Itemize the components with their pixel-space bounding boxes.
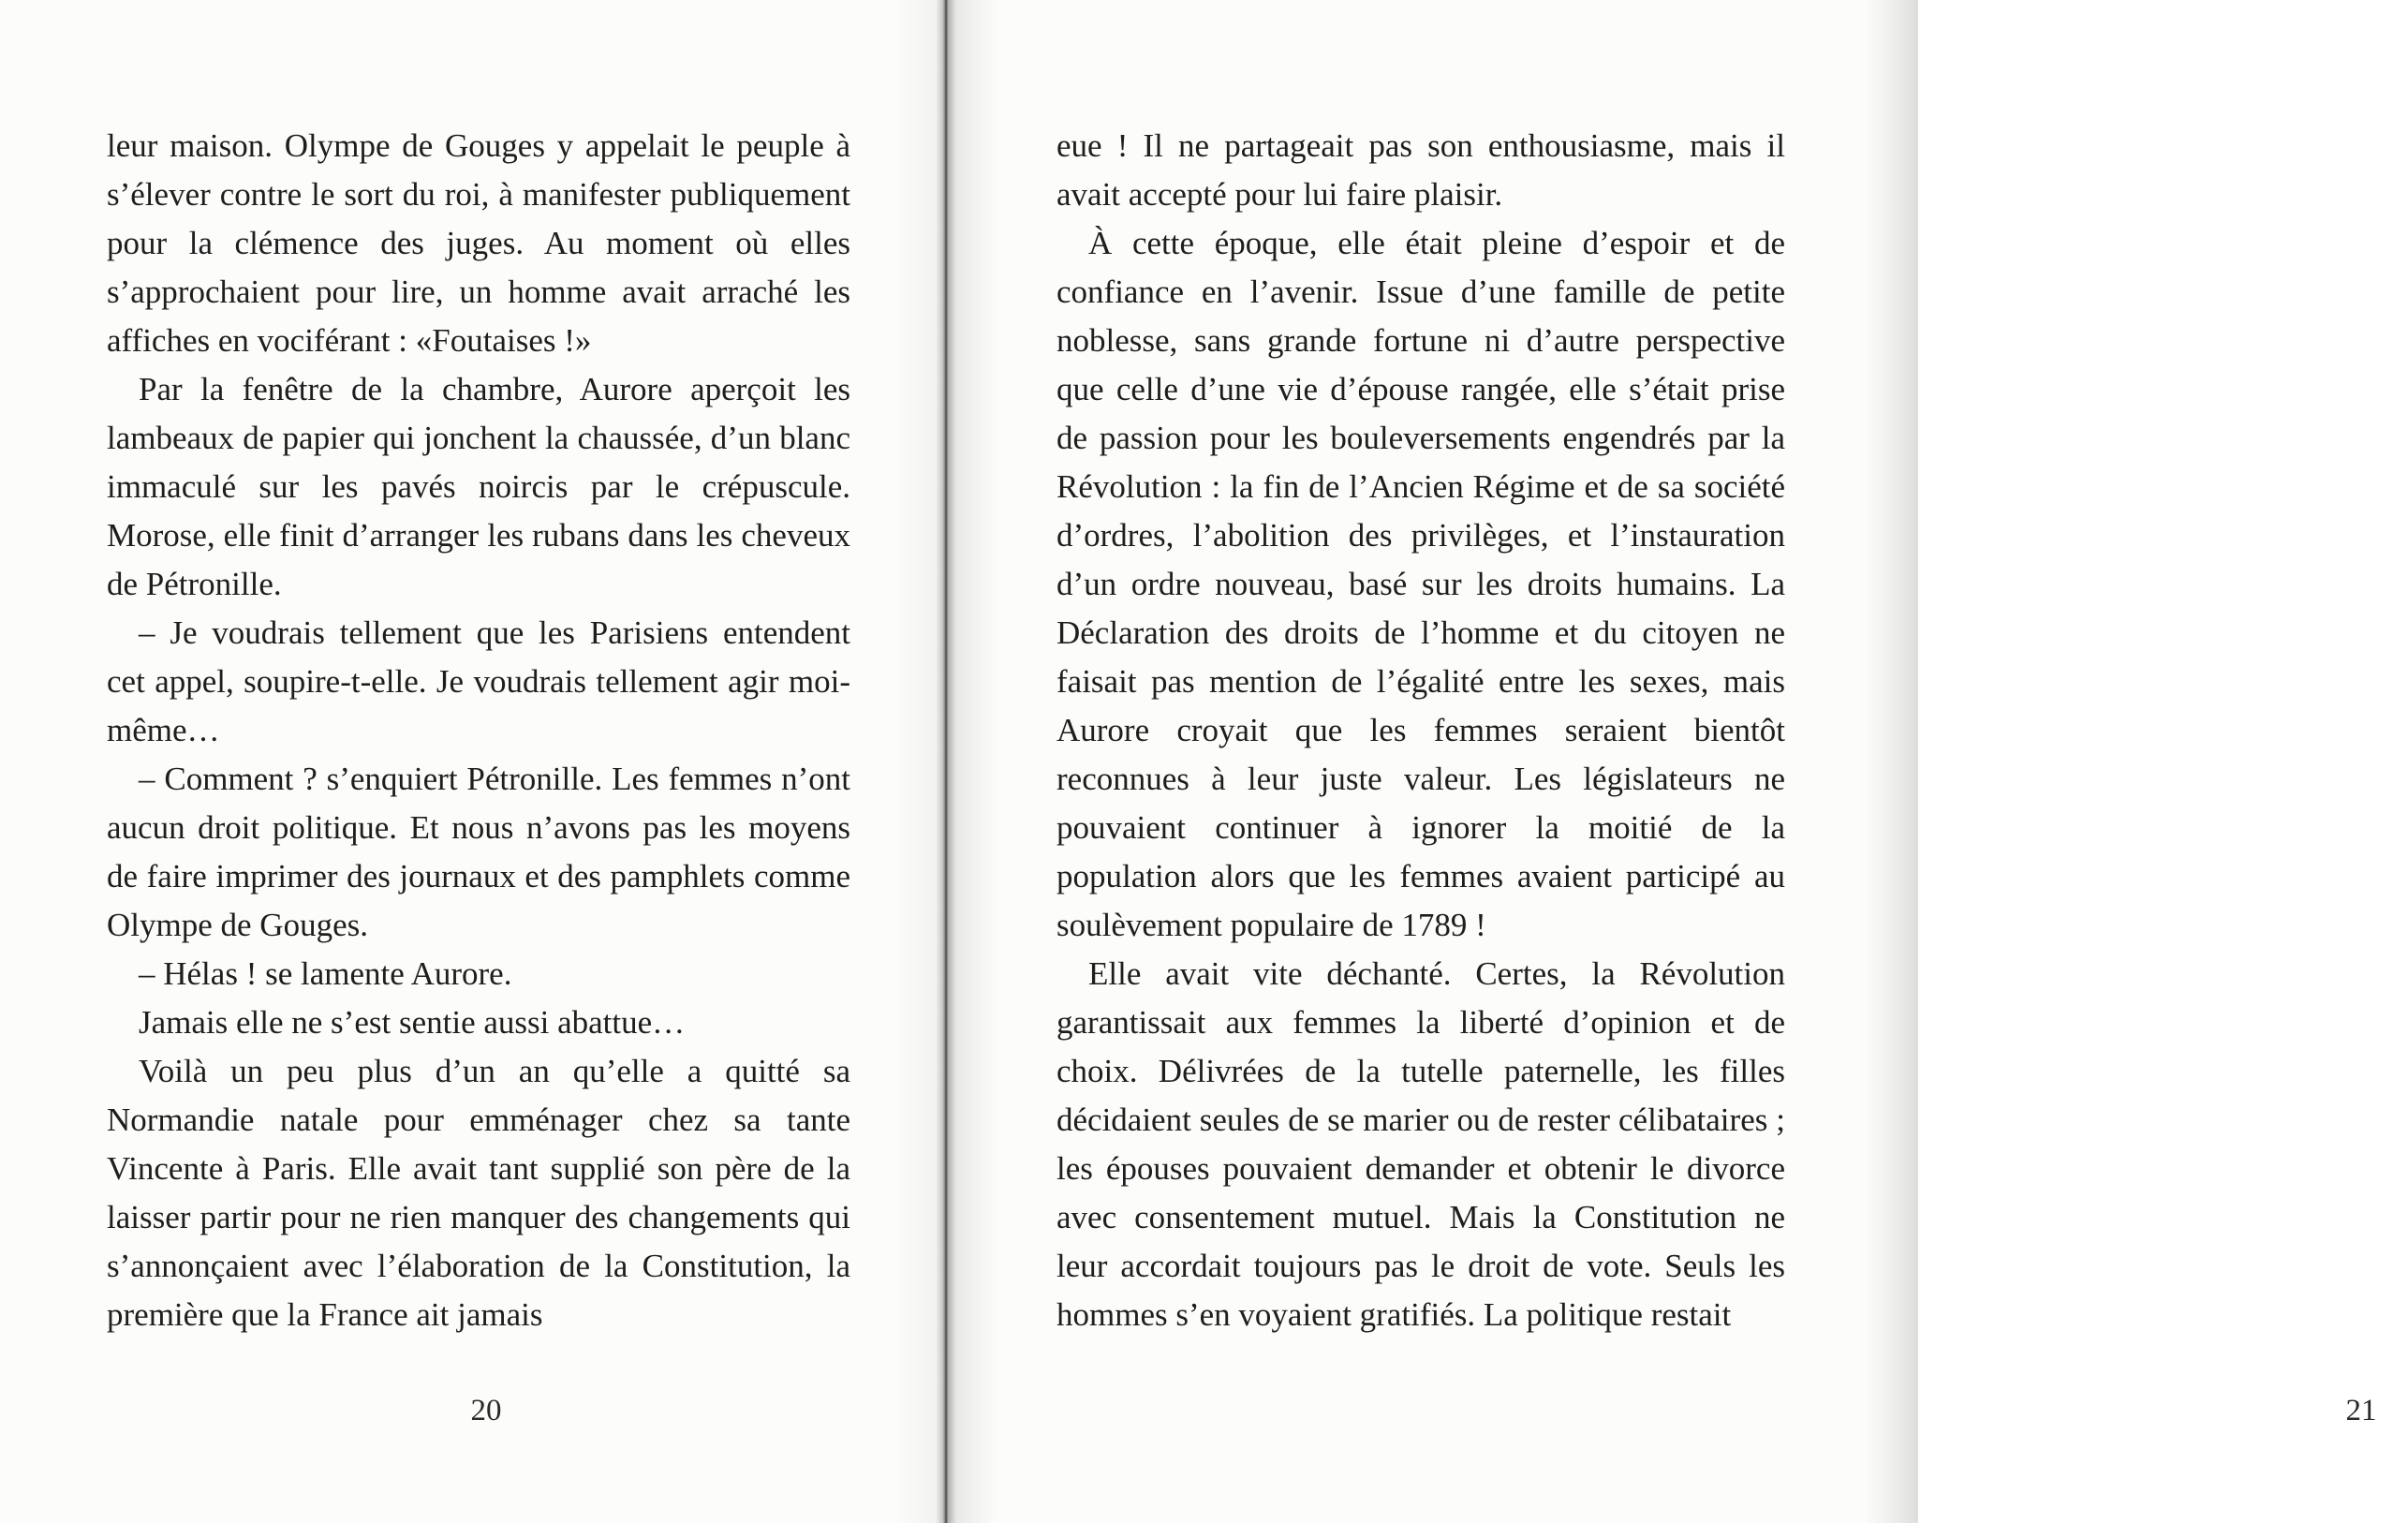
book-gutter-shadow [894, 0, 997, 1523]
right-paragraph: Elle avait vite déchanté. Certes, la Révolution garantissait aux femmes la liberté d’opinion et de choix. Délivrées de la tutelle paternelle, les filles décidaient seules de se marier ou de rester célibataires ; les épouses pouvaient demander et obtenir le divorce avec consentement mutuel. Mais la Constitution ne leur accordait toujours pas le droit de vote. Seuls les hommes s’en voyaient gratifiés. La politique restait [1056, 955, 1785, 1333]
page-edge-shadow [1864, 0, 1918, 1523]
left-paragraph: – Hélas ! se lamente Aurore. [139, 955, 512, 992]
right-page-text [1056, 122, 1785, 1339]
left-paragraph: – Je voudrais tellement que les Parisiens entendent cet appel, soupire-t-elle. Je voudrais tellement agir moi-même… [107, 614, 850, 748]
left-page-text [107, 122, 850, 1339]
page-number-left: 20 [470, 1394, 502, 1427]
left-paragraph: Par la fenêtre de la chambre, Aurore aperçoit les lambeaux de papier qui jonchent la chaussée, d’un blanc immaculé sur les pavés noircis par le crépuscule. Morose, elle finit d’arranger les rubans dans les cheveux de Pétronille. [107, 371, 850, 602]
right-paragraph: À cette époque, elle était pleine d’espoir et de confiance en l’avenir. Issue d’une famille de petite noblesse, sans grande fortune ni d’autre perspective que celle d’une vie d’épouse rangée, elle s’était prise de passion pour les bouleversements engendrés par la Révolution : la fin de l’Ancien Régime et de sa société d’ordres, l’abolition des privilèges, et l’instauration d’un ordre nouveau, basé sur les droits humains. La Déclaration des droits de l’homme et du citoyen ne faisait pas mention de l’égalité entre les sexes, mais Aurore croyait que les femmes seraient bientôt reconnues à leur juste valeur. Les législateurs ne pouvaient continuer à ignorer la moitié de la population alors que les femmes avaient participé au soulèvement populaire de 1789 ! [1056, 225, 1785, 943]
page-number-right: 21 [2345, 1394, 2377, 1427]
left-page [0, 0, 944, 1523]
left-paragraph: Jamais elle ne s’est sentie aussi abattue… [139, 1004, 686, 1041]
left-paragraph: Voilà un peu plus d’un an qu’elle a quitté sa Normandie natale pour emménager chez sa tante Vincente à Paris. Elle avait tant supplié son père de la laisser partir pour ne rien manquer des changements qui s’annonçaient avec l’élaboration de la Constitution, la première que la France ait jamais [107, 1053, 850, 1333]
right-paragraph: eue ! Il ne partageait pas son enthousiasme, mais il avait accepté pour lui faire plaisir. [1056, 127, 1785, 213]
left-paragraph: – Comment ? s’enquiert Pétronille. Les femmes n’ont aucun droit politique. Et nous n’avons pas les moyens de faire imprimer des journaux et des pamphlets comme Olympe de Gouges. [107, 761, 850, 943]
left-paragraph: leur maison. Olympe de Gouges y appelait le peuple à s’élever contre le sort du roi, à manifester publiquement pour la clémence des juges. Au moment où elles s’approchaient pour lire, un homme avait arraché les affiches en vociférant : «Foutaises !» [107, 127, 850, 359]
